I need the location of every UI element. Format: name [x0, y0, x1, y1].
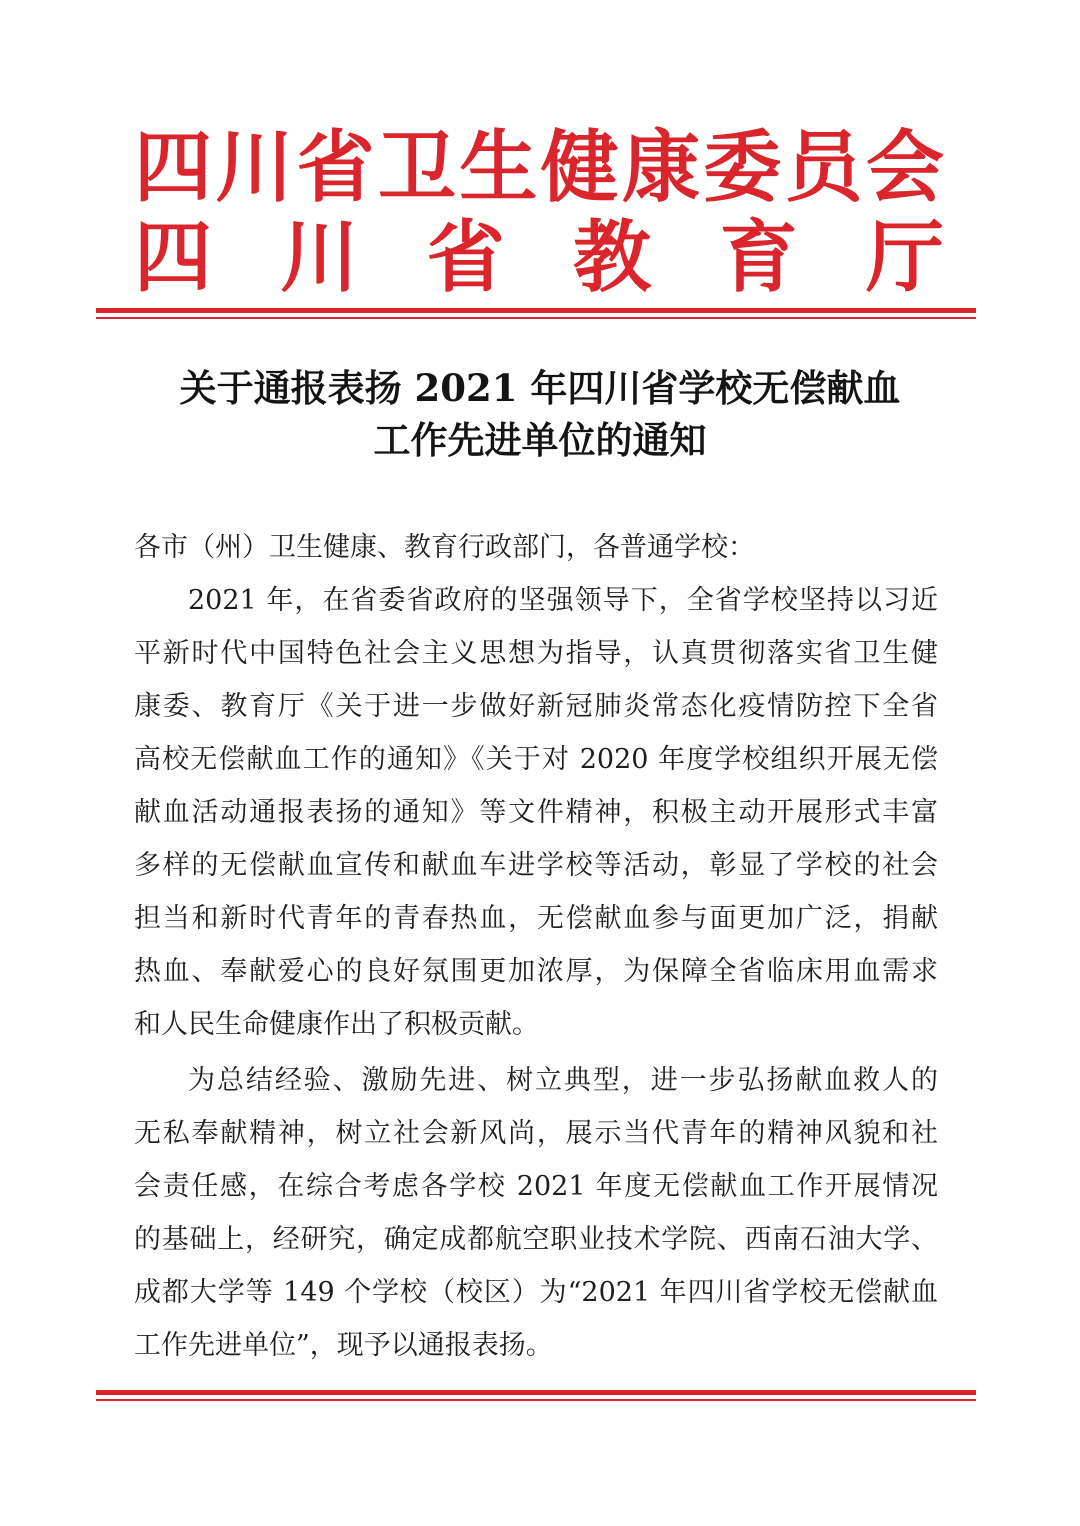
text-line: 工作先进单位”，现予以通报表扬。: [134, 1330, 553, 1361]
text-line: 多样的无偿献血宣传和献血车进学校等活动，彰显了学校的社会: [134, 850, 938, 881]
document-title-line-2: 工作先进单位的通知: [373, 418, 707, 462]
text-line: 平新时代中国特色社会主义思想为指导，认真贯彻落实省卫生健: [134, 638, 938, 669]
text-line: 康委、教育厅《关于进一步做好新冠肺炎常态化疫情防控下全省: [134, 691, 938, 722]
header-divider-thin: [96, 317, 976, 319]
header-char: 卫: [377, 123, 456, 213]
text-line: 担当和新时代青年的青春热血，无偿献血参与面更加广泛，捐献: [134, 903, 938, 934]
header-char: 康: [621, 123, 700, 213]
header-char: 川: [215, 123, 294, 213]
header-char: 员: [784, 123, 863, 213]
text-line: 会责任感，在综合考虑各学校 2021 年度无偿献血工作开展情况: [134, 1171, 938, 1202]
text-line: 成都大学等 149 个学校（校区）为“2021 年四川省学校无偿献血: [134, 1277, 938, 1308]
issuer-name-education-department: [134, 213, 944, 303]
header-char: 省: [296, 123, 375, 213]
text-line: 热血、奉献爱心的良好氛围更加浓厚，为保障全省临床用血需求: [134, 956, 938, 987]
text-line: 的基础上，经研究，确定成都航空职业技术学院、西南石油大学、: [134, 1224, 938, 1255]
body-paragraph-2: [134, 1054, 938, 1372]
header-divider-thick: [96, 308, 976, 313]
header-char: 川: [280, 213, 359, 303]
header-char: 省: [426, 213, 505, 303]
text-line: 为总结经验、激励先进、树立典型，进一步弘扬献血救人的: [188, 1065, 938, 1096]
header-char: 四: [134, 123, 213, 213]
header-char: 健: [540, 123, 619, 213]
text-line: 高校无偿献血工作的通知》《关于对 2020 年度学校组织开展无偿: [134, 744, 938, 775]
header-char: 委: [703, 123, 782, 213]
header-char: 育: [719, 213, 798, 303]
header-char: 会: [865, 123, 944, 213]
header-char: 生: [459, 123, 538, 213]
text-line: 献血活动通报表扬的通知》等文件精神，积极主动开展形式丰富: [134, 797, 938, 828]
text-line: 无私奉献精神，树立社会新风尚，展示当代青年的精神风貌和社: [134, 1118, 938, 1149]
text-line: 和人民生命健康作出了积极贡献。: [134, 1009, 539, 1040]
footer-divider-thick: [96, 1390, 976, 1395]
issuer-name-health-commission: [134, 123, 944, 213]
document-title-line-1: 关于通报表扬 2021 年四川省学校无偿献血: [179, 366, 901, 410]
header-char: 四: [134, 213, 213, 303]
footer-divider-thin: [96, 1399, 976, 1401]
body-paragraph-1: [134, 574, 938, 1051]
header-char: 教: [573, 213, 652, 303]
header-char: 厅: [865, 213, 944, 303]
salutation: 各市（州）卫生健康、教育行政部门，各普通学校：: [134, 532, 755, 563]
text-line: 2021 年，在省委省政府的坚强领导下，全省学校坚持以习近: [188, 585, 938, 616]
